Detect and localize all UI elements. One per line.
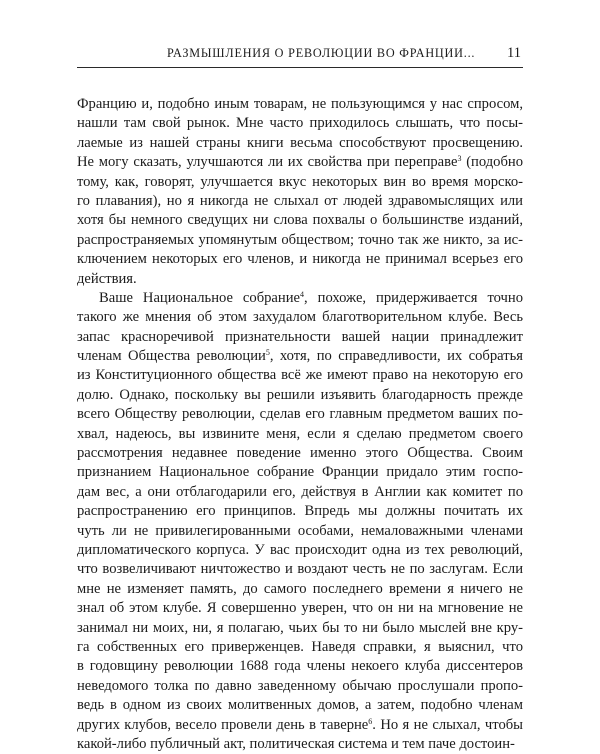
body-text	[77, 95, 523, 754]
text-line	[77, 463, 523, 482]
line-text: в годовщину революции 1688 года члены некоего клуба диссентеров	[77, 658, 523, 675]
line-text: такого же мнения об этом захудалом благотворительном клубе. Весь	[77, 309, 523, 326]
text-line	[77, 502, 523, 521]
line-text: нашли там свой рынок. Мне часто приходилось слышать, что посы-	[77, 115, 523, 132]
line-text: хотя бы немного сведущих ни слова похвалы о большинстве изданий,	[77, 212, 523, 229]
footnote-marker[interactable]: 5	[265, 348, 270, 358]
line-text: Не могу сказать, улучшаются ли их свойства при переправе	[77, 154, 458, 171]
line-text: запас красноречивой признательности вашей нации принадлежит	[77, 328, 523, 345]
text-line	[77, 541, 523, 560]
book-page	[77, 45, 523, 752]
text-line	[77, 231, 523, 250]
text-line	[77, 444, 523, 463]
text-line	[77, 483, 523, 502]
text-line	[77, 696, 523, 715]
text-line	[77, 405, 523, 424]
line-text: распространению его принципов. Впредь мы должны почитать их	[77, 503, 523, 520]
line-text: других клубов, весело провели день в таверне	[77, 716, 369, 733]
text-line	[77, 173, 523, 192]
line-text: членам Общества революции	[77, 348, 266, 365]
text-line	[77, 347, 523, 366]
footnote-marker[interactable]: 3	[457, 154, 462, 164]
text-line	[77, 114, 523, 133]
line-text: го плавания), но я никогда не слыхал от людей здравомыслящих или	[77, 192, 523, 209]
line-text: мне не изменяет память, до самого последнего времени я ничего не	[77, 580, 523, 597]
text-line	[77, 657, 523, 676]
line-text: из Конституционного общества всё же имеют право на некоторую его	[77, 367, 523, 384]
text-line	[77, 522, 523, 541]
footnote-marker[interactable]: 6	[368, 716, 373, 726]
text-line	[77, 599, 523, 618]
text-line	[77, 560, 523, 579]
line-text-continued: , похоже, придерживается точно	[304, 289, 523, 306]
line-text: ключением некоторых его членов, и никогда не принимал всерьез его	[77, 251, 523, 268]
line-text: Францию и, подобно иным товарам, не пользующимся у нас спросом,	[77, 96, 523, 112]
text-line	[77, 366, 523, 385]
line-text: неведомого толка по давно заведенному обычаю прослушали пропо-	[77, 677, 523, 694]
text-line	[77, 95, 523, 114]
line-text: что возвеличивают ничтожество и воздают честь не по заслугам. Если	[77, 561, 523, 578]
line-text: действия.	[77, 270, 137, 287]
line-text: знал об этом клубе. Я совершенно уверен, что он ни на мгновение не	[77, 600, 523, 617]
line-text-continued: (подобно	[461, 154, 523, 171]
line-text: распространяемых упомянутым обществом; точно так же никто, за ис-	[77, 231, 523, 248]
text-line	[77, 386, 523, 405]
line-text: дипломатического корпуса. У вас происходит одна из тех революций,	[77, 541, 523, 558]
line-text: признанием Национальное собрание Франции придало этим госпо-	[77, 464, 523, 481]
line-text: какой-либо публичный акт, политическая система и тем паче достоин-	[77, 735, 515, 752]
text-line	[77, 580, 523, 599]
text-line	[77, 677, 523, 696]
line-text: долю. Однако, поскольку вы решили изъявить благодарность прежде	[77, 386, 523, 403]
paragraph	[77, 95, 523, 289]
line-text: ведь в одном из своих молитвенных домов, а затем, подобно членам	[77, 697, 523, 714]
line-text: хвал, надеюсь, вы извините меня, если я сделаю предметом своего	[77, 425, 523, 442]
text-line	[77, 638, 523, 657]
line-text: тому, как, говорят, улучшается вкус некоторых вин во время морско-	[77, 173, 523, 190]
text-line	[77, 425, 523, 444]
running-title: РАЗМЫШЛЕНИЯ О РЕВОЛЮЦИИ ВО ФРАНЦИИ...	[167, 46, 476, 60]
line-text: Ваше Национальное собрание	[99, 289, 301, 306]
page-number: 11	[507, 45, 521, 61]
text-line	[77, 250, 523, 269]
text-line	[77, 289, 523, 308]
text-line	[77, 192, 523, 211]
text-line	[77, 270, 523, 289]
line-text: дам вес, а они отблагодарили его, действуя в Англии как комитет по	[77, 483, 523, 500]
line-text-continued: . Но я не слыхал, чтобы	[372, 716, 523, 733]
text-line	[77, 619, 523, 638]
text-line	[77, 735, 523, 754]
line-text: чуть ли не привилегированными особами, немаловажными членами	[77, 522, 523, 539]
line-text-continued: , хотя, по справедливости, их собратья	[269, 348, 523, 365]
text-line	[77, 211, 523, 230]
line-text: га собственных его приверженцев. Наведя справки, я выяснил, что	[77, 638, 523, 655]
text-line	[77, 716, 523, 735]
line-text: лаемые из нашей страны книги весьма способствуют просвещению.	[77, 134, 523, 151]
line-text: занимал ни моих, ни, я полагаю, чьих бы то ни было мыслей вне кру-	[77, 619, 523, 636]
text-line	[77, 134, 523, 153]
text-line	[77, 153, 523, 172]
text-line	[77, 308, 523, 327]
running-header	[77, 46, 523, 72]
header-rule	[77, 67, 523, 68]
footnote-marker[interactable]: 4	[300, 289, 305, 299]
line-text: всего Обществу революции, сделав его главным предметом ваших по-	[77, 406, 523, 423]
line-text: рассмотрения недавнее поведение именно этого Общества. Своим	[77, 445, 523, 462]
paragraph	[77, 289, 523, 754]
text-line	[77, 328, 523, 347]
